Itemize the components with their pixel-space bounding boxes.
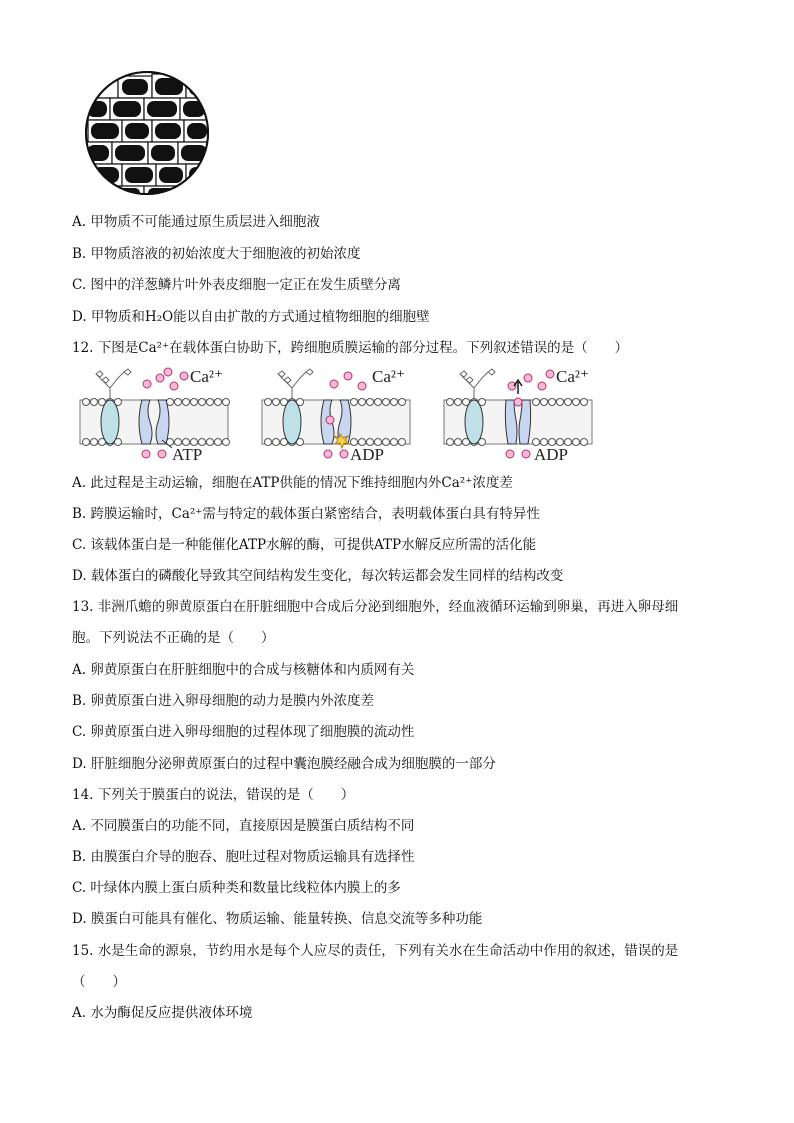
q12-stem: 12. 下图是Ca²⁺在载体蛋白协助下，跨细胞质膜运输的部分过程。下列叙述错误的是（ ） xyxy=(72,340,629,356)
q11-option-a: A. 甲物质不可能通过原生质层进入细胞液 xyxy=(72,214,320,230)
energy-label-3: ADP xyxy=(534,445,569,464)
membrane-panel-3 xyxy=(444,367,592,464)
q14-option-b: B. 由膜蛋白介导的胞吞、胞吐过程对物质运输具有选择性 xyxy=(72,849,415,865)
q11-option-b: B. 甲物质溶液的初始浓度大于细胞液的初始浓度 xyxy=(72,246,361,262)
onion-cell-micrograph xyxy=(84,70,210,196)
q13-option-c: C. 卵黄原蛋白进入卵母细胞的过程体现了细胞膜的流动性 xyxy=(72,724,415,740)
membrane-panel-2 xyxy=(262,367,410,464)
q13-stem-line1: 13. 非洲爪蟾的卵黄原蛋白在肝脏细胞中合成后分泌到细胞外，经血液循环运输到卵巢，再进入卵母细 xyxy=(72,599,679,615)
energy-label-2: ADP xyxy=(350,445,385,464)
q12-option-a: A. 此过程是主动运输，细胞在ATP供能的情况下维持细胞内外Ca²⁺浓度差 xyxy=(72,475,513,491)
q12-option-d: D. 载体蛋白的磷酸化导致其空间结构发生变化，每次转运都会发生同样的结构改变 xyxy=(72,568,564,584)
ion-label-2: Ca²⁺ xyxy=(372,367,405,386)
energy-label-1: ATP xyxy=(172,445,203,464)
q14-option-c: C. 叶绿体内膜上蛋白质种类和数量比线粒体内膜上的多 xyxy=(72,880,401,896)
q15-option-a: A. 水为酶促反应提供液体环境 xyxy=(72,1005,253,1021)
q13-stem-line2: 胞。下列说法不正确的是（ ） xyxy=(72,630,275,646)
q11-option-d: D. 甲物质和H₂O能以自由扩散的方式通过植物细胞的细胞壁 xyxy=(72,309,430,325)
ion-label-1: Ca²⁺ xyxy=(190,367,223,386)
q15-stem-line2: （ ） xyxy=(72,974,126,990)
ion-label-3: Ca²⁺ xyxy=(556,367,589,386)
q14-stem: 14. 下列关于膜蛋白的说法，错误的是（ ） xyxy=(72,787,355,803)
q12-option-c: C. 该载体蛋白是一种能催化ATP水解的酶，可提供ATP水解反应所需的活化能 xyxy=(72,537,537,553)
ca-transport-membrane-diagram xyxy=(72,364,632,464)
q12-option-b: B. 跨膜运输时，Ca²⁺需与特定的载体蛋白紧密结合，表明载体蛋白具有特异性 xyxy=(72,506,540,522)
q13-option-a: A. 卵黄原蛋白在肝脏细胞中的合成与核糖体和内质网有关 xyxy=(72,662,415,678)
q14-option-d: D. 膜蛋白可能具有催化、物质运输、能量转换、信息交流等多种功能 xyxy=(72,911,483,927)
q15-stem-line1: 15. 水是生命的源泉，节约用水是每个人应尽的责任，下列有关水在生命活动中作用的叙述，错误的是 xyxy=(72,943,679,959)
q13-option-d: D. 肝脏细胞分泌卵黄原蛋白的过程中囊泡膜经融合成为细胞膜的一部分 xyxy=(72,756,496,772)
q11-option-c: C. 图中的洋葱鳞片叶外表皮细胞一定正在发生质壁分离 xyxy=(72,277,401,293)
q14-option-a: A. 不同膜蛋白的功能不同，直接原因是膜蛋白质结构不同 xyxy=(72,818,415,834)
membrane-panel-1 xyxy=(80,367,230,464)
q13-option-b: B. 卵黄原蛋白进入卵母细胞的动力是膜内外浓度差 xyxy=(72,693,375,709)
